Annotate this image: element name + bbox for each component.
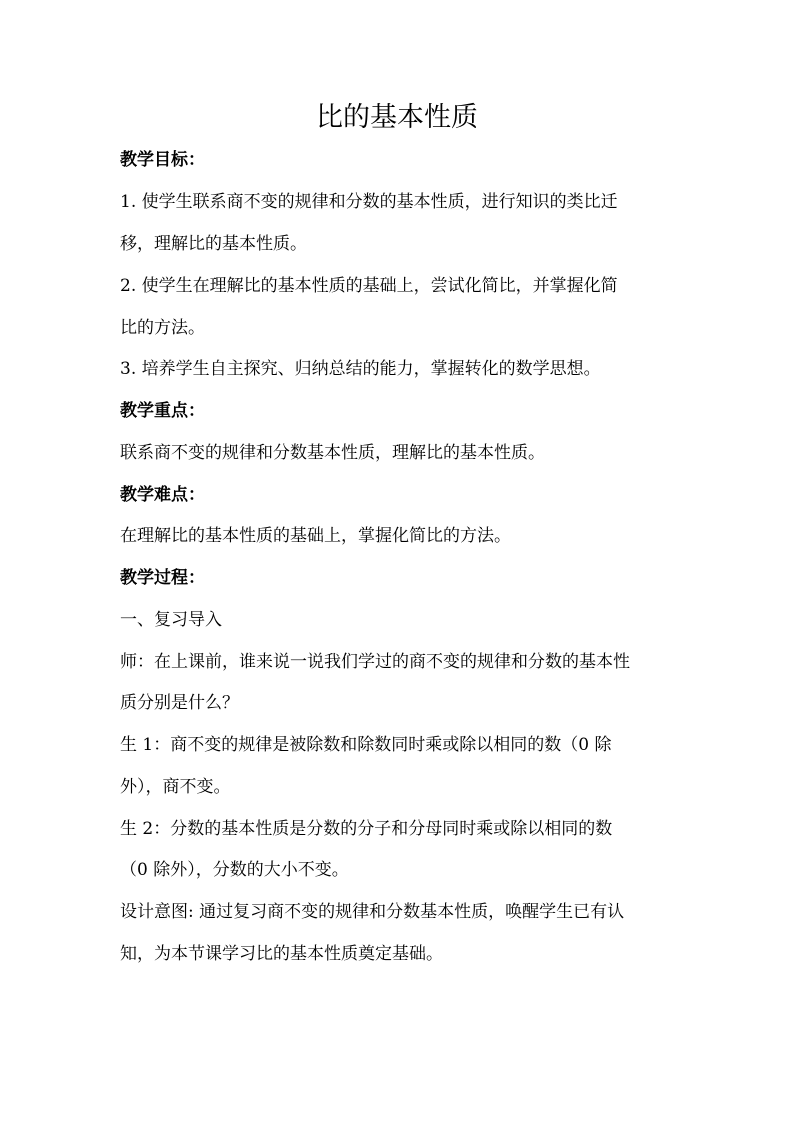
teacher-question-line-1: 师：在上课前，谁来说一说我们学过的商不变的规律和分数的基本性 <box>120 652 630 672</box>
heading-process: 教学过程： <box>120 568 205 588</box>
goal-3-line: 3. 培养学生自主探究、归纳总结的能力，掌握转化的数学思想。 <box>120 359 601 379</box>
key-points-text: 联系商不变的规律和分数基本性质，理解比的基本性质。 <box>120 443 545 463</box>
design-intent-line-1: 设计意图: 通过复习商不变的规律和分数基本性质，唤醒学生已有认 <box>120 902 625 922</box>
section-review-intro: 一、复习导入 <box>120 610 222 630</box>
student-1-line-2: 外），商不变。 <box>120 777 231 797</box>
student-2-line-1: 生 2：分数的基本性质是分数的分子和分母同时乘或除以相同的数 <box>120 819 613 839</box>
heading-teaching-goals: 教学目标： <box>120 150 205 170</box>
heading-key-points: 教学重点： <box>120 401 205 421</box>
design-intent-line-2: 知，为本节课学习比的基本性质奠定基础。 <box>120 944 443 964</box>
heading-difficulties: 教学难点： <box>120 485 205 505</box>
teacher-question-line-2: 质分别是什么？ <box>120 693 239 713</box>
difficulties-text: 在理解比的基本性质的基础上，掌握化简比的方法。 <box>120 526 511 546</box>
goal-2-line-1: 2. 使学生在理解比的基本性质的基础上，尝试化简比，并掌握化简 <box>120 276 618 296</box>
goal-1-line-1: 1. 使学生联系商不变的规律和分数的基本性质，进行知识的类比迁 <box>120 192 618 212</box>
student-1-line-1: 生 1：商不变的规律是被除数和除数同时乘或除以相同的数（0 除 <box>120 735 612 755</box>
document-title: 比的基本性质 <box>316 102 478 133</box>
student-2-line-2: （0 除外），分数的大小不变。 <box>120 860 349 880</box>
goal-1-line-2: 移，理解比的基本性质。 <box>120 234 307 254</box>
goal-2-line-2: 比的方法。 <box>120 318 205 338</box>
